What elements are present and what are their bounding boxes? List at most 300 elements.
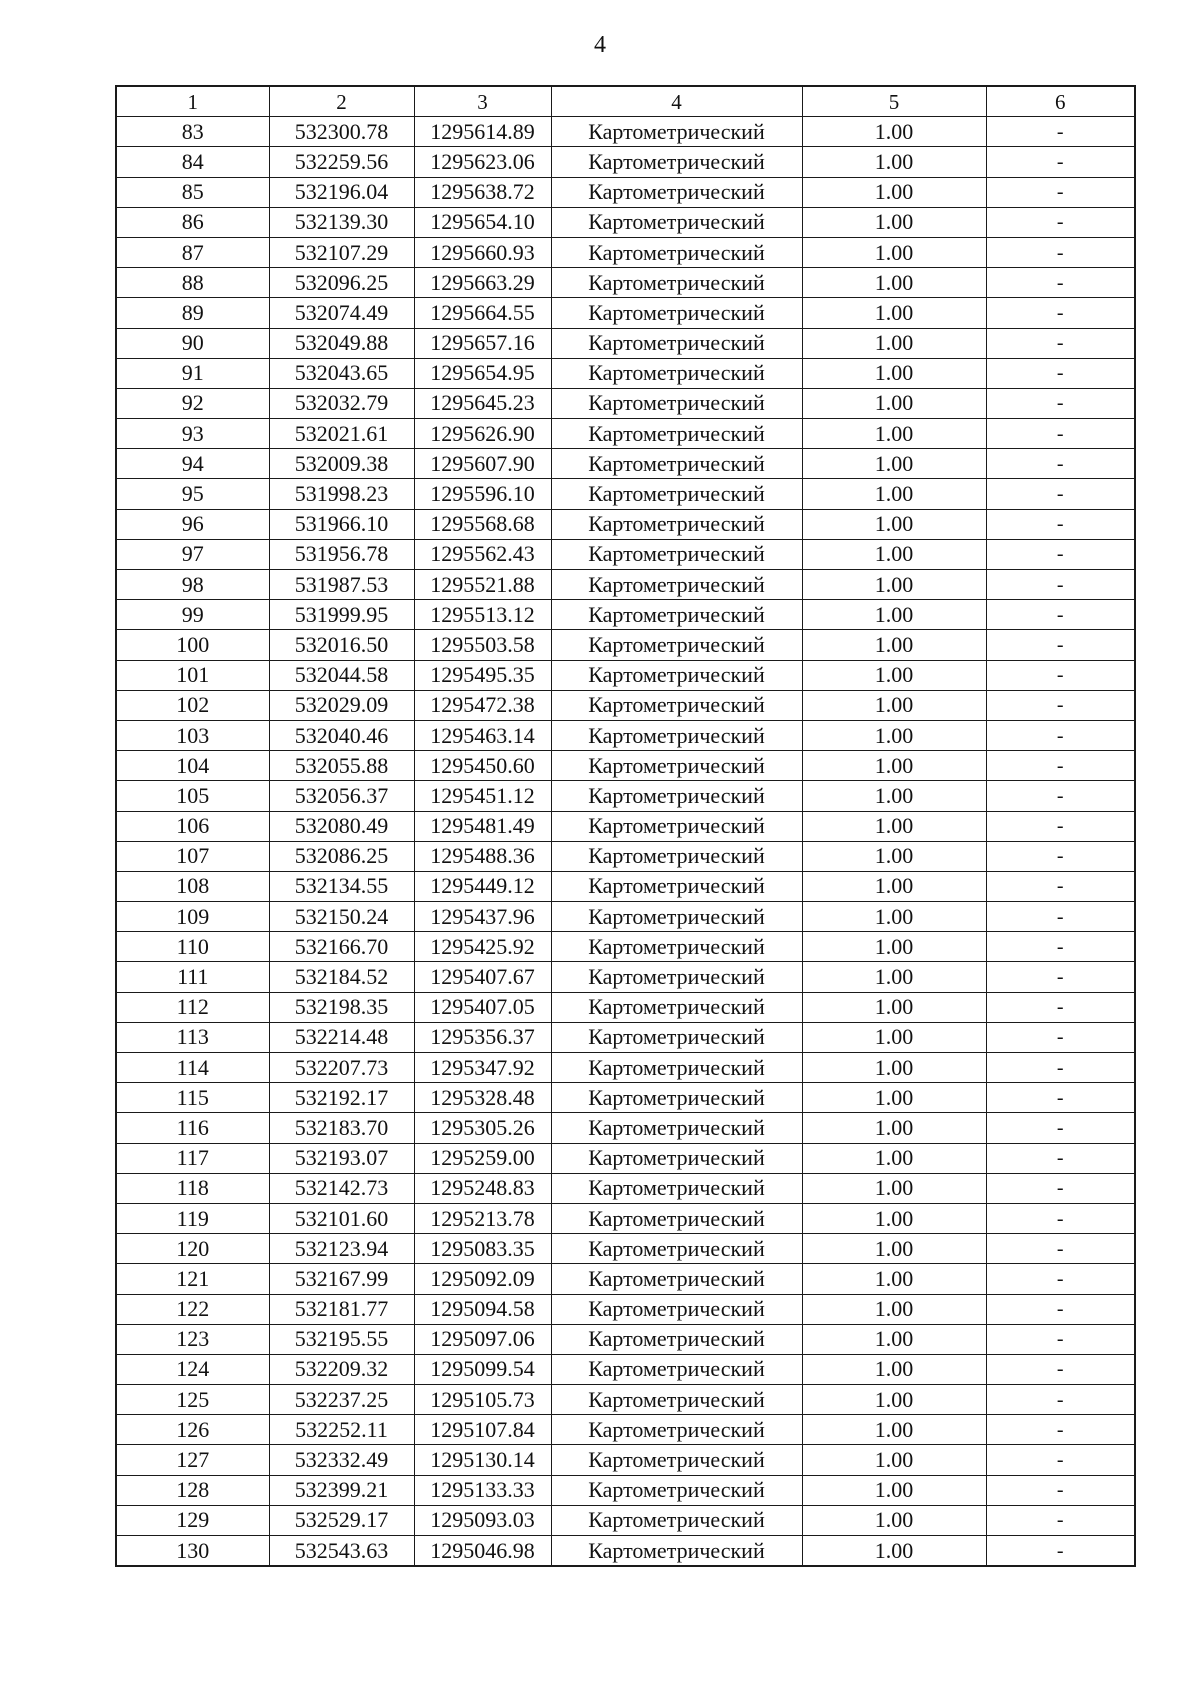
table-row — [116, 871, 1135, 901]
x-coordinate-cell: 532529.17 — [269, 1505, 414, 1535]
x-coordinate-cell: 532044.58 — [269, 660, 414, 690]
y-coordinate-cell: 1295623.06 — [414, 147, 551, 177]
point-number-cell: 86 — [116, 207, 269, 237]
y-coordinate-cell: 1295657.16 — [414, 328, 551, 358]
table-row — [116, 1536, 1135, 1567]
y-coordinate-cell: 1295425.92 — [414, 932, 551, 962]
accuracy-cell: 1.00 — [802, 570, 986, 600]
description-cell: - — [986, 1415, 1135, 1445]
method-cell: Картометрический — [551, 1203, 802, 1233]
x-coordinate-cell: 532096.25 — [269, 268, 414, 298]
y-coordinate-cell: 1295664.55 — [414, 298, 551, 328]
description-cell: - — [986, 1022, 1135, 1052]
table-row — [116, 932, 1135, 962]
point-number-cell: 85 — [116, 177, 269, 207]
y-coordinate-cell: 1295450.60 — [414, 751, 551, 781]
description-cell: - — [986, 1173, 1135, 1203]
y-coordinate-cell: 1295513.12 — [414, 600, 551, 630]
method-cell: Картометрический — [551, 841, 802, 871]
description-cell: - — [986, 147, 1135, 177]
accuracy-cell: 1.00 — [802, 1354, 986, 1384]
table-row — [116, 1143, 1135, 1173]
method-cell: Картометрический — [551, 298, 802, 328]
x-coordinate-cell: 532332.49 — [269, 1445, 414, 1475]
point-number-cell: 98 — [116, 570, 269, 600]
method-cell: Картометрический — [551, 539, 802, 569]
table-row — [116, 841, 1135, 871]
x-coordinate-cell: 532142.73 — [269, 1173, 414, 1203]
point-number-cell: 119 — [116, 1203, 269, 1233]
table-row — [116, 660, 1135, 690]
description-cell: - — [986, 1234, 1135, 1264]
table-row — [116, 690, 1135, 720]
accuracy-cell: 1.00 — [802, 539, 986, 569]
table-row — [116, 298, 1135, 328]
point-number-cell: 111 — [116, 962, 269, 992]
description-cell: - — [986, 1354, 1135, 1384]
x-coordinate-cell: 532101.60 — [269, 1203, 414, 1233]
point-number-cell: 122 — [116, 1294, 269, 1324]
point-number-cell: 110 — [116, 932, 269, 962]
description-cell: - — [986, 1113, 1135, 1143]
header-cell-5: 5 — [802, 86, 986, 117]
x-coordinate-cell: 532214.48 — [269, 1022, 414, 1052]
accuracy-cell: 1.00 — [802, 1053, 986, 1083]
accuracy-cell: 1.00 — [802, 751, 986, 781]
x-coordinate-cell: 532252.11 — [269, 1415, 414, 1445]
point-number-cell: 113 — [116, 1022, 269, 1052]
table-row — [116, 720, 1135, 750]
method-cell: Картометрический — [551, 1264, 802, 1294]
accuracy-cell: 1.00 — [802, 871, 986, 901]
description-cell: - — [986, 1264, 1135, 1294]
table-row — [116, 177, 1135, 207]
accuracy-cell: 1.00 — [802, 1022, 986, 1052]
y-coordinate-cell: 1295083.35 — [414, 1234, 551, 1264]
description-cell: - — [986, 449, 1135, 479]
method-cell: Картометрический — [551, 630, 802, 660]
x-coordinate-cell: 532259.56 — [269, 147, 414, 177]
description-cell: - — [986, 600, 1135, 630]
table-row — [116, 1234, 1135, 1264]
y-coordinate-cell: 1295503.58 — [414, 630, 551, 660]
table-row — [116, 117, 1135, 147]
table-row — [116, 962, 1135, 992]
x-coordinate-cell: 532166.70 — [269, 932, 414, 962]
accuracy-cell: 1.00 — [802, 1294, 986, 1324]
y-coordinate-cell: 1295495.35 — [414, 660, 551, 690]
y-coordinate-cell: 1295347.92 — [414, 1053, 551, 1083]
description-cell: - — [986, 237, 1135, 267]
accuracy-cell: 1.00 — [802, 1173, 986, 1203]
description-cell: - — [986, 117, 1135, 147]
point-number-cell: 109 — [116, 902, 269, 932]
accuracy-cell: 1.00 — [802, 449, 986, 479]
y-coordinate-cell: 1295097.06 — [414, 1324, 551, 1354]
point-number-cell: 105 — [116, 781, 269, 811]
point-number-cell: 90 — [116, 328, 269, 358]
x-coordinate-cell: 531966.10 — [269, 509, 414, 539]
accuracy-cell: 1.00 — [802, 237, 986, 267]
description-cell: - — [986, 177, 1135, 207]
method-cell: Картометрический — [551, 992, 802, 1022]
accuracy-cell: 1.00 — [802, 1264, 986, 1294]
table-row — [116, 388, 1135, 418]
point-number-cell: 117 — [116, 1143, 269, 1173]
description-cell: - — [986, 207, 1135, 237]
accuracy-cell: 1.00 — [802, 811, 986, 841]
point-number-cell: 118 — [116, 1173, 269, 1203]
x-coordinate-cell: 532192.17 — [269, 1083, 414, 1113]
y-coordinate-cell: 1295093.03 — [414, 1505, 551, 1535]
method-cell: Картометрический — [551, 570, 802, 600]
x-coordinate-cell: 532086.25 — [269, 841, 414, 871]
method-cell: Картометрический — [551, 1354, 802, 1384]
y-coordinate-cell: 1295356.37 — [414, 1022, 551, 1052]
description-cell: - — [986, 841, 1135, 871]
accuracy-cell: 1.00 — [802, 1445, 986, 1475]
x-coordinate-cell: 532167.99 — [269, 1264, 414, 1294]
y-coordinate-cell: 1295654.95 — [414, 358, 551, 388]
point-number-cell: 112 — [116, 992, 269, 1022]
y-coordinate-cell: 1295305.26 — [414, 1113, 551, 1143]
x-coordinate-cell: 532123.94 — [269, 1234, 414, 1264]
x-coordinate-cell: 531956.78 — [269, 539, 414, 569]
table-body — [116, 86, 1135, 1566]
accuracy-cell: 1.00 — [802, 419, 986, 449]
y-coordinate-cell: 1295521.88 — [414, 570, 551, 600]
table-row — [116, 1173, 1135, 1203]
table-row — [116, 268, 1135, 298]
header-cell-1: 1 — [116, 86, 269, 117]
method-cell: Картометрический — [551, 1053, 802, 1083]
method-cell: Картометрический — [551, 720, 802, 750]
point-number-cell: 130 — [116, 1536, 269, 1567]
y-coordinate-cell: 1295614.89 — [414, 117, 551, 147]
description-cell: - — [986, 509, 1135, 539]
accuracy-cell: 1.00 — [802, 1234, 986, 1264]
x-coordinate-cell: 532032.79 — [269, 388, 414, 418]
y-coordinate-cell: 1295607.90 — [414, 449, 551, 479]
table-row — [116, 1445, 1135, 1475]
point-number-cell: 115 — [116, 1083, 269, 1113]
table-row — [116, 1475, 1135, 1505]
accuracy-cell: 1.00 — [802, 509, 986, 539]
x-coordinate-cell: 532029.09 — [269, 690, 414, 720]
description-cell: - — [986, 1505, 1135, 1535]
table-row — [116, 147, 1135, 177]
x-coordinate-cell: 532543.63 — [269, 1536, 414, 1567]
description-cell: - — [986, 570, 1135, 600]
method-cell: Картометрический — [551, 600, 802, 630]
accuracy-cell: 1.00 — [802, 690, 986, 720]
point-number-cell: 88 — [116, 268, 269, 298]
y-coordinate-cell: 1295213.78 — [414, 1203, 551, 1233]
table-row — [116, 328, 1135, 358]
accuracy-cell: 1.00 — [802, 1475, 986, 1505]
x-coordinate-cell: 532184.52 — [269, 962, 414, 992]
point-number-cell: 123 — [116, 1324, 269, 1354]
table-row — [116, 570, 1135, 600]
y-coordinate-cell: 1295046.98 — [414, 1536, 551, 1567]
method-cell: Картометрический — [551, 962, 802, 992]
x-coordinate-cell: 532196.04 — [269, 177, 414, 207]
method-cell: Картометрический — [551, 871, 802, 901]
point-number-cell: 101 — [116, 660, 269, 690]
x-coordinate-cell: 532040.46 — [269, 720, 414, 750]
method-cell: Картометрический — [551, 751, 802, 781]
method-cell: Картометрический — [551, 1505, 802, 1535]
point-number-cell: 120 — [116, 1234, 269, 1264]
point-number-cell: 127 — [116, 1445, 269, 1475]
x-coordinate-cell: 532183.70 — [269, 1113, 414, 1143]
y-coordinate-cell: 1295407.05 — [414, 992, 551, 1022]
coordinates-table — [115, 85, 1136, 1567]
y-coordinate-cell: 1295133.33 — [414, 1475, 551, 1505]
point-number-cell: 89 — [116, 298, 269, 328]
x-coordinate-cell: 532399.21 — [269, 1475, 414, 1505]
accuracy-cell: 1.00 — [802, 147, 986, 177]
table-row — [116, 358, 1135, 388]
description-cell: - — [986, 902, 1135, 932]
accuracy-cell: 1.00 — [802, 600, 986, 630]
description-cell: - — [986, 1143, 1135, 1173]
table-row — [116, 992, 1135, 1022]
method-cell: Картометрический — [551, 781, 802, 811]
description-cell: - — [986, 1083, 1135, 1113]
y-coordinate-cell: 1295568.68 — [414, 509, 551, 539]
point-number-cell: 87 — [116, 237, 269, 267]
accuracy-cell: 1.00 — [802, 841, 986, 871]
point-number-cell: 100 — [116, 630, 269, 660]
y-coordinate-cell: 1295638.72 — [414, 177, 551, 207]
description-cell: - — [986, 1445, 1135, 1475]
point-number-cell: 128 — [116, 1475, 269, 1505]
y-coordinate-cell: 1295472.38 — [414, 690, 551, 720]
x-coordinate-cell: 532237.25 — [269, 1385, 414, 1415]
accuracy-cell: 1.00 — [802, 1415, 986, 1445]
table-row — [116, 600, 1135, 630]
description-cell: - — [986, 781, 1135, 811]
point-number-cell: 108 — [116, 871, 269, 901]
y-coordinate-cell: 1295437.96 — [414, 902, 551, 932]
method-cell: Картометрический — [551, 328, 802, 358]
x-coordinate-cell: 531999.95 — [269, 600, 414, 630]
method-cell: Картометрический — [551, 1385, 802, 1415]
description-cell: - — [986, 358, 1135, 388]
point-number-cell: 94 — [116, 449, 269, 479]
point-number-cell: 91 — [116, 358, 269, 388]
y-coordinate-cell: 1295654.10 — [414, 207, 551, 237]
point-number-cell: 126 — [116, 1415, 269, 1445]
table-row — [116, 207, 1135, 237]
method-cell: Картометрический — [551, 690, 802, 720]
point-number-cell: 93 — [116, 419, 269, 449]
method-cell: Картометрический — [551, 1324, 802, 1354]
x-coordinate-cell: 532107.29 — [269, 237, 414, 267]
point-number-cell: 102 — [116, 690, 269, 720]
y-coordinate-cell: 1295660.93 — [414, 237, 551, 267]
accuracy-cell: 1.00 — [802, 117, 986, 147]
point-number-cell: 84 — [116, 147, 269, 177]
table-row — [116, 449, 1135, 479]
x-coordinate-cell: 532195.55 — [269, 1324, 414, 1354]
table-row — [116, 1294, 1135, 1324]
x-coordinate-cell: 532009.38 — [269, 449, 414, 479]
point-number-cell: 95 — [116, 479, 269, 509]
y-coordinate-cell: 1295481.49 — [414, 811, 551, 841]
point-number-cell: 104 — [116, 751, 269, 781]
header-cell-2: 2 — [269, 86, 414, 117]
x-coordinate-cell: 532021.61 — [269, 419, 414, 449]
point-number-cell: 96 — [116, 509, 269, 539]
x-coordinate-cell: 531987.53 — [269, 570, 414, 600]
description-cell: - — [986, 932, 1135, 962]
point-number-cell: 121 — [116, 1264, 269, 1294]
y-coordinate-cell: 1295130.14 — [414, 1445, 551, 1475]
table-row — [116, 1203, 1135, 1233]
accuracy-cell: 1.00 — [802, 1505, 986, 1535]
description-cell: - — [986, 1294, 1135, 1324]
accuracy-cell: 1.00 — [802, 1324, 986, 1354]
description-cell: - — [986, 690, 1135, 720]
accuracy-cell: 1.00 — [802, 298, 986, 328]
y-coordinate-cell: 1295463.14 — [414, 720, 551, 750]
y-coordinate-cell: 1295645.23 — [414, 388, 551, 418]
table-row — [116, 237, 1135, 267]
description-cell: - — [986, 388, 1135, 418]
description-cell: - — [986, 479, 1135, 509]
point-number-cell: 92 — [116, 388, 269, 418]
accuracy-cell: 1.00 — [802, 207, 986, 237]
table-row — [116, 1324, 1135, 1354]
accuracy-cell: 1.00 — [802, 1536, 986, 1567]
description-cell: - — [986, 871, 1135, 901]
accuracy-cell: 1.00 — [802, 177, 986, 207]
point-number-cell: 99 — [116, 600, 269, 630]
accuracy-cell: 1.00 — [802, 992, 986, 1022]
x-coordinate-cell: 532055.88 — [269, 751, 414, 781]
method-cell: Картометрический — [551, 1143, 802, 1173]
description-cell: - — [986, 328, 1135, 358]
y-coordinate-cell: 1295451.12 — [414, 781, 551, 811]
table-row — [116, 1385, 1135, 1415]
method-cell: Картометрический — [551, 1294, 802, 1324]
table-row — [116, 902, 1135, 932]
description-cell: - — [986, 962, 1135, 992]
description-cell: - — [986, 419, 1135, 449]
y-coordinate-cell: 1295488.36 — [414, 841, 551, 871]
point-number-cell: 97 — [116, 539, 269, 569]
table-row — [116, 811, 1135, 841]
page-number: 4 — [594, 32, 606, 58]
y-coordinate-cell: 1295248.83 — [414, 1173, 551, 1203]
x-coordinate-cell: 532043.65 — [269, 358, 414, 388]
point-number-cell: 106 — [116, 811, 269, 841]
accuracy-cell: 1.00 — [802, 962, 986, 992]
table-header-row — [116, 86, 1135, 117]
accuracy-cell: 1.00 — [802, 1203, 986, 1233]
y-coordinate-cell: 1295626.90 — [414, 419, 551, 449]
accuracy-cell: 1.00 — [802, 720, 986, 750]
x-coordinate-cell: 532198.35 — [269, 992, 414, 1022]
header-cell-3: 3 — [414, 86, 551, 117]
description-cell: - — [986, 1324, 1135, 1354]
method-cell: Картометрический — [551, 207, 802, 237]
description-cell: - — [986, 751, 1135, 781]
x-coordinate-cell: 532207.73 — [269, 1053, 414, 1083]
method-cell: Картометрический — [551, 1234, 802, 1264]
method-cell: Картометрический — [551, 268, 802, 298]
description-cell: - — [986, 1536, 1135, 1567]
description-cell: - — [986, 1203, 1135, 1233]
description-cell: - — [986, 1475, 1135, 1505]
method-cell: Картометрический — [551, 449, 802, 479]
table-row — [116, 419, 1135, 449]
method-cell: Картометрический — [551, 660, 802, 690]
method-cell: Картометрический — [551, 1022, 802, 1052]
y-coordinate-cell: 1295663.29 — [414, 268, 551, 298]
x-coordinate-cell: 532150.24 — [269, 902, 414, 932]
description-cell: - — [986, 1385, 1135, 1415]
accuracy-cell: 1.00 — [802, 660, 986, 690]
method-cell: Картометрический — [551, 479, 802, 509]
accuracy-cell: 1.00 — [802, 328, 986, 358]
accuracy-cell: 1.00 — [802, 902, 986, 932]
x-coordinate-cell: 532181.77 — [269, 1294, 414, 1324]
x-coordinate-cell: 532209.32 — [269, 1354, 414, 1384]
header-cell-6: 6 — [986, 86, 1135, 117]
x-coordinate-cell: 532139.30 — [269, 207, 414, 237]
accuracy-cell: 1.00 — [802, 1385, 986, 1415]
y-coordinate-cell: 1295562.43 — [414, 539, 551, 569]
accuracy-cell: 1.00 — [802, 1143, 986, 1173]
description-cell: - — [986, 539, 1135, 569]
description-cell: - — [986, 1053, 1135, 1083]
method-cell: Картометрический — [551, 388, 802, 418]
table-row — [116, 1022, 1135, 1052]
table-row — [116, 1113, 1135, 1143]
y-coordinate-cell: 1295328.48 — [414, 1083, 551, 1113]
description-cell: - — [986, 992, 1135, 1022]
method-cell: Картометрический — [551, 1173, 802, 1203]
point-number-cell: 116 — [116, 1113, 269, 1143]
y-coordinate-cell: 1295449.12 — [414, 871, 551, 901]
point-number-cell: 124 — [116, 1354, 269, 1384]
accuracy-cell: 1.00 — [802, 1083, 986, 1113]
method-cell: Картометрический — [551, 1415, 802, 1445]
y-coordinate-cell: 1295107.84 — [414, 1415, 551, 1445]
header-cell-4: 4 — [551, 86, 802, 117]
method-cell: Картометрический — [551, 1475, 802, 1505]
table-row — [116, 479, 1135, 509]
point-number-cell: 129 — [116, 1505, 269, 1535]
y-coordinate-cell: 1295407.67 — [414, 962, 551, 992]
x-coordinate-cell: 532300.78 — [269, 117, 414, 147]
method-cell: Картометрический — [551, 1445, 802, 1475]
x-coordinate-cell: 532080.49 — [269, 811, 414, 841]
method-cell: Картометрический — [551, 419, 802, 449]
x-coordinate-cell: 532056.37 — [269, 781, 414, 811]
accuracy-cell: 1.00 — [802, 781, 986, 811]
method-cell: Картометрический — [551, 1536, 802, 1567]
accuracy-cell: 1.00 — [802, 1113, 986, 1143]
table-row — [116, 539, 1135, 569]
method-cell: Картометрический — [551, 1083, 802, 1113]
table-row — [116, 781, 1135, 811]
method-cell: Картометрический — [551, 509, 802, 539]
y-coordinate-cell: 1295596.10 — [414, 479, 551, 509]
